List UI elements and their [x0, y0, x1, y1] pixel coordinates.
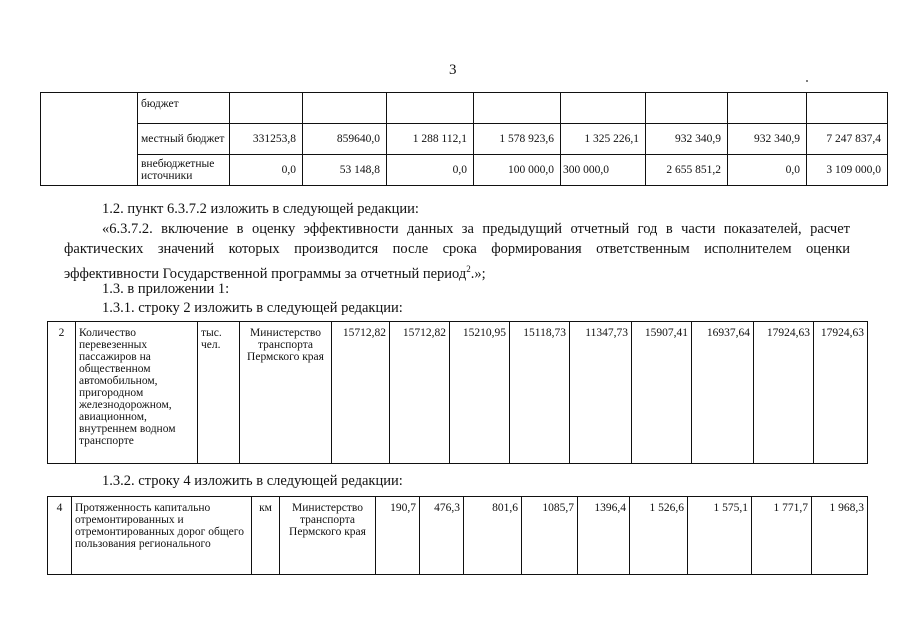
value-cell: 1 288 112,1 [387, 124, 474, 155]
value-cell: 0,0 [230, 155, 303, 186]
value-cell: 17924,63 [754, 322, 814, 464]
value-cell: 801,6 [464, 497, 522, 575]
value-cell: 932 340,9 [728, 124, 807, 155]
value-cell: 53 148,8 [303, 155, 387, 186]
row-number: 4 [48, 497, 72, 575]
value-cell: 1396,4 [578, 497, 630, 575]
value-cell: 15712,82 [390, 322, 450, 464]
quote-end: .»; [470, 265, 486, 282]
value-cell: 100 000,0 [474, 155, 561, 186]
value-cell: 190,7 [376, 497, 420, 575]
value-cell: 331253,8 [230, 124, 303, 155]
row-label: бюджет [138, 93, 230, 124]
paragraph-quote-line-2: фактических значений которых производится после срока формирования ответственным исполнителем оценки [64, 241, 850, 257]
value-cell: 0,0 [387, 155, 474, 186]
table-row [48, 322, 868, 464]
responsible: Министерство транспорта Пермского края [240, 322, 332, 464]
value-cell: 1 578 923,6 [474, 124, 561, 155]
paragraph-1-3-1: 1.3.1. строку 2 изложить в следующей редакции: [102, 300, 403, 316]
value-cell: 1085,7 [522, 497, 578, 575]
value-cell [303, 93, 387, 124]
value-cell: 15712,82 [332, 322, 390, 464]
value-cell: 1 771,7 [752, 497, 812, 575]
paragraph-1-3-2: 1.3.2. строку 4 изложить в следующей редакции: [102, 473, 403, 489]
value-cell: 15907,41 [632, 322, 692, 464]
indicator-name: Протяженность капитально отремонтированных и отремонтированных дорог общего пользования регионального [72, 497, 252, 575]
quote-text: эффективности Государственной программы за отчетный период [64, 265, 467, 282]
row-label: внебюджетные источники [138, 155, 230, 186]
value-cell [561, 93, 646, 124]
paragraph-1-2: 1.2. пункт 6.3.7.2 изложить в следующей редакции: [102, 201, 419, 217]
value-cell: 859640,0 [303, 124, 387, 155]
indicator-row-2-table [47, 321, 868, 464]
empty-cell [41, 93, 138, 186]
value-cell [807, 93, 888, 124]
indicator-row-4-table [47, 496, 868, 575]
paragraph-1-3: 1.3. в приложении 1: [102, 281, 230, 297]
table-row [41, 93, 888, 124]
page-number: 3 [449, 62, 457, 78]
unit: тыс. чел. [198, 322, 240, 464]
value-cell: 11347,73 [570, 322, 632, 464]
row-number: 2 [48, 322, 76, 464]
value-cell: 1 575,1 [688, 497, 752, 575]
value-cell [646, 93, 728, 124]
value-cell: 16937,64 [692, 322, 754, 464]
value-cell: 17924,63 [814, 322, 868, 464]
value-cell: 7 247 837,4 [807, 124, 888, 155]
scan-dot [806, 80, 808, 82]
value-cell: 476,3 [420, 497, 464, 575]
value-cell: 2 655 851,2 [646, 155, 728, 186]
table-row [48, 497, 868, 575]
value-cell: 15118,73 [510, 322, 570, 464]
indicator-name: Количество перевезенных пассажиров на общественном автомобильном, пригородном железнодорожном, авиационном, внутреннем водном транспорте [76, 322, 198, 464]
value-cell [387, 93, 474, 124]
paragraph-quote-line-1: «6.3.7.2. включение в оценку эффективности данных за предыдущий отчетный год в части показателей, расчет [102, 221, 850, 237]
value-cell: 932 340,9 [646, 124, 728, 155]
value-cell: 300 000,0 [561, 155, 646, 186]
value-cell: 1 325 226,1 [561, 124, 646, 155]
value-cell: 1 526,6 [630, 497, 688, 575]
value-cell: 1 968,3 [812, 497, 868, 575]
value-cell: 3 109 000,0 [807, 155, 888, 186]
unit: км [252, 497, 280, 575]
table-row [41, 124, 888, 155]
value-cell [728, 93, 807, 124]
value-cell [474, 93, 561, 124]
footnote-ref: 2 [466, 264, 471, 274]
value-cell [230, 93, 303, 124]
budget-table [40, 92, 888, 186]
row-label: местный бюджет [138, 124, 230, 155]
table-row [41, 155, 888, 186]
responsible: Министерство транспорта Пермского края [280, 497, 376, 575]
value-cell: 0,0 [728, 155, 807, 186]
value-cell: 15210,95 [450, 322, 510, 464]
